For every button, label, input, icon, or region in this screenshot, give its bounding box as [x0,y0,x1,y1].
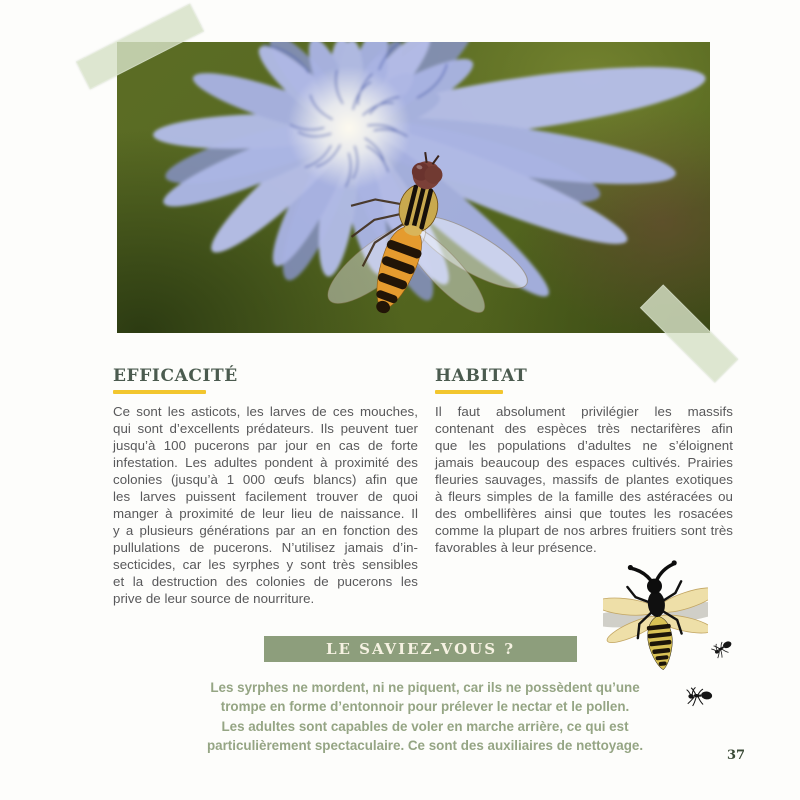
text-line: particulièrement spectaculaire. Ce sont des auxiliaires de nettoyage. [206,738,644,754]
text-line: y a plusieurs générations par an en fonction des [113,523,418,538]
text-line: manger à proximité de leur lieu de naissance. Il [113,506,418,521]
text-line: à fleurs simples de la famille des astéracées ou [435,489,733,504]
text-line: jamais beaucoup des espaces cultivés. Prairies [435,455,733,470]
text-line: jusqu’à 100 pucerons par jour en cas de forte [113,438,418,453]
callout-text [120,678,730,756]
text-line: les larves puissent facilement trouver de quoi [113,489,418,504]
text-line: qui sont d’excellents prédateurs. Ils peuvent tuer [113,421,418,436]
text-line: Il faut absolument privilégier les massifs [435,404,733,419]
section-heading-habitat: HABITAT [435,366,528,386]
text-line: comme la plupart de nos arbres fruitiers sont très [435,523,733,538]
text-line: infestation. Les adultes pondent à proximité des [113,455,418,470]
section-habitat [435,366,733,556]
text-line: pullulations de pucerons. N’utilisez jamais d’in- [113,540,418,555]
yellow-underline [113,390,206,394]
page-number: 37 [727,748,746,763]
banner-title: LE SAVIEZ-VOUS ? [325,640,516,658]
text-line: prive de leur source de nourriture. [113,591,315,606]
text-line: colonies (jusqu’à 1 000 œufs blancs) afin que [113,472,418,487]
hoverfly-illustration-icon [603,560,708,672]
section-efficacite [113,366,418,607]
section-body-efficacite [113,403,418,607]
text-line: des ombellifères ainsi que toutes les rosacées [435,506,733,521]
text-line: fleuries sauvages, massifs de plantes exotiques [435,472,733,487]
text-line: contenant des espèces très nectarifères afin [435,421,733,436]
saviez-vous-banner [264,636,577,662]
text-line: secticides, car les syrphes y sont très sensibles [113,557,418,572]
text-line: trompe en forme d’entonnoir pour prélever le nectar et le pollen. [220,699,630,715]
text-line: Les syrphes ne mordent, ni ne piquent, car ils ne possèdent qu’une [210,680,640,695]
section-heading-efficacite: EFFICACITÉ [113,366,238,386]
hoverfly-photo [117,42,710,333]
text-line: que les populations d’adultes ne s’éloignent [435,438,733,453]
ant-icon [685,684,716,710]
text-line: Les adultes sont capables de voler en marche arrière, ce qui est [221,718,629,734]
text-line: favorables à leur présence. [435,540,597,555]
yellow-underline [435,390,503,394]
chicory-flower-art [117,42,710,333]
text-line: Ce sont les asticots, les larves de ces mouches, [113,404,418,419]
section-body-habitat [435,403,733,556]
ant-icon [709,635,737,661]
text-line: et la destruction des colonies de pucerons les [113,574,418,589]
